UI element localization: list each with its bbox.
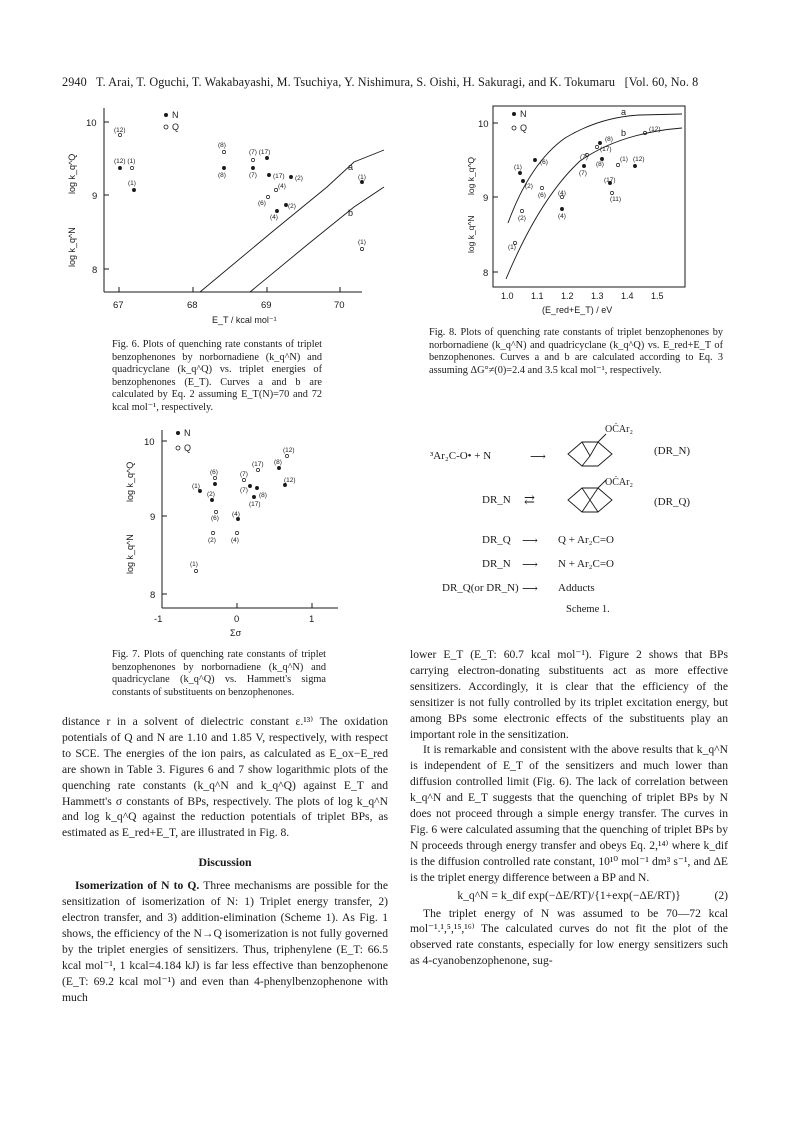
paragraph: lower E_T (E_T: 60.7 kcal mol⁻¹). Figure 2 shows that BPs carrying electron-donating substituents act as more effective sensitizers. Accordingly, it is clear that the efficiency of the sensitizer is not fully controlled by its triplet excitation energy, but among BPs some electronic effects of the substituents play an important role in the sensitization. <box>410 648 728 741</box>
svg-text:(4): (4) <box>231 537 239 544</box>
svg-text:(17): (17) <box>252 461 264 468</box>
svg-text:(12): (12) <box>649 126 661 133</box>
x-tick-label: -1 <box>154 614 163 625</box>
legend-label-q: Q <box>184 443 192 453</box>
y-axis-label-n: log k_q^N <box>67 227 77 267</box>
curve-label-b: b <box>621 128 627 138</box>
x-tick-label: 1.5 <box>651 291 664 301</box>
legend-marker-q <box>176 446 180 450</box>
y-ticks <box>104 122 109 269</box>
x-tick-label: 69 <box>261 300 272 311</box>
figure-6-plot <box>62 102 372 330</box>
paragraph <box>62 878 388 1005</box>
author-list: T. Arai, T. Oguchi, T. Wakabayashi, M. Tsuchiya, Y. Nishimura, S. Oishi, H. Sakuragi, and K. Tokumaru <box>96 75 616 89</box>
scheme-row-2-left: DR_N <box>482 494 511 506</box>
scheme-row-4-left: DR_N <box>482 558 511 570</box>
y-axis-label-q: log k_q^Q <box>125 461 135 502</box>
paragraph-lead: Isomerization of N to Q. <box>75 879 200 893</box>
svg-text:(12): (12) <box>283 447 295 454</box>
svg-text:(12): (12) <box>114 127 126 134</box>
x-tick-label: 1.2 <box>561 291 574 301</box>
left-column-text <box>62 714 388 1005</box>
running-header <box>62 75 742 90</box>
svg-text:(6): (6) <box>210 469 218 476</box>
curve-b <box>506 128 682 279</box>
y-tick-label: 9 <box>483 193 489 204</box>
figure-8-plot <box>466 103 695 315</box>
y-tick-label: 10 <box>478 119 489 130</box>
scheme-1 <box>430 424 720 619</box>
legend-label-n: N <box>184 428 191 438</box>
paragraph: distance r in a solvent of dielectric constant ε.¹³⁾ The oxidation potentials of Q and N are 1.10 and 1.85 V, respectively, with respect to SCE. The energies of the ion pairs, as calculated as E_ox−E_red are shown in Table 3. Figures 6 and 7 show logarithmic plots of the quenching rate constants (k_q^N and k_q^Q) against E_T and Hammett's σ constants of BPs, respectively. The plots of log k_q^N and log k_q^Q against the reduction potentials of triplet BPs, as estimated as E_red+E_T, are illustrated in Fig. 8. <box>62 715 388 840</box>
svg-text:(6): (6) <box>538 192 546 199</box>
svg-text:(2): (2) <box>295 175 303 182</box>
y-ticks <box>162 441 167 594</box>
y-tick-label: 10 <box>144 437 155 448</box>
scheme-row-2-sub: OĊAr₂ <box>605 477 633 488</box>
svg-text:(2): (2) <box>288 203 296 210</box>
y-axis-label-q: log k_q^Q <box>67 153 77 194</box>
svg-text:(2): (2) <box>207 491 215 498</box>
x-tick-label: 70 <box>334 300 345 311</box>
equation-2 <box>410 888 728 904</box>
y-tick-label: 10 <box>86 118 97 129</box>
paragraph: It is remarkable and consistent with the above results that k_q^N is independent of E_T of the sensitizers and much lower than diffusion controlled limit (Fig. 6). The lack of correlation between k_q^N and E_T suggests that the quenching of triplet BPs by N does not proceed through a simple energy transfer. The curves in Fig. 6 were calculated assuming that the quenching of triplet BPs by N proceeds through energy transfer and obeys Eq. 2,¹⁴⁾ where k_dif is the diffusion controlled rate constant, 10¹⁰ mol⁻¹ dm³ s⁻¹, and ΔE is the triplet energy difference between a BP and N. <box>410 743 728 884</box>
y-axis-label-q: log k_q^Q <box>466 156 476 195</box>
svg-text:(8): (8) <box>605 136 613 143</box>
svg-text:(2): (2) <box>518 215 526 222</box>
svg-text:(8): (8) <box>218 142 226 149</box>
figure-7-caption: Fig. 7. Plots of quenching rate constants of triplet benzophenones by norbornadiene (k_q^N) and quadricyclane (k_q^Q) vs. Hammett's sigma constants of substituents on benzophenones. <box>112 649 326 698</box>
scheme-row-2-right: (DR_Q) <box>654 496 691 508</box>
scheme-arrow: ⟶ <box>522 583 538 595</box>
legend-marker-q <box>164 125 168 129</box>
plot-frame <box>493 106 685 287</box>
x-axis-label: E_T / kcal mol⁻¹ <box>212 315 277 325</box>
scheme-row-4-right: N + Ar₂C=O <box>558 558 614 570</box>
svg-text:(7): (7) <box>249 172 257 179</box>
scheme-arrow: ⟶ <box>530 451 546 463</box>
x-axis-label: (E_red+E_T) / eV <box>542 305 613 315</box>
svg-text:(17): (17) <box>604 177 616 184</box>
y-ticks <box>493 123 498 272</box>
scheme-row-1-sub: OĊAr₂ <box>605 424 633 435</box>
svg-text:(1): (1) <box>358 174 366 181</box>
svg-text:(6): (6) <box>540 159 548 166</box>
x-tick-label: 0 <box>234 614 240 625</box>
legend-label-q: Q <box>172 122 180 132</box>
legend-marker-n <box>512 112 516 116</box>
legend-marker-n <box>176 431 180 435</box>
legend-label-n: N <box>172 110 179 120</box>
data-points <box>190 447 296 573</box>
svg-text:(4): (4) <box>278 183 286 190</box>
svg-text:(6): (6) <box>211 515 219 522</box>
svg-text:(8): (8) <box>274 459 282 466</box>
y-tick-label: 9 <box>150 512 156 523</box>
svg-text:(11): (11) <box>610 196 622 203</box>
scheme-arrow: ⟶ <box>522 535 538 547</box>
figure-7-plot <box>120 424 350 644</box>
svg-text:(6): (6) <box>258 200 266 207</box>
x-tick-label: 1 <box>309 614 315 625</box>
legend-marker-q <box>512 126 516 130</box>
svg-text:(2): (2) <box>208 537 216 544</box>
svg-text:(2): (2) <box>525 183 533 190</box>
svg-text:(17): (17) <box>249 501 261 508</box>
curve-a <box>200 150 384 292</box>
scheme-label: Scheme 1. <box>566 604 610 615</box>
y-axis-label-n: log k_q^N <box>125 534 135 574</box>
figure-8-caption: Fig. 8. Plots of quenching rate constants of triplet benzophenones by norbornadiene (k_q^N) and quadricyclane (k_q^Q) vs. E_red+E_T of benzophenones. Curves a and b are calculated according to Eq. 3 assuming ΔG°≠(0)=2.4 and 3.5 kcal mol⁻¹, respectively. <box>429 327 723 376</box>
curve-label-a: a <box>621 107 627 117</box>
svg-text:(4): (4) <box>270 214 278 221</box>
svg-text:(17): (17) <box>273 173 285 180</box>
svg-text:(1): (1) <box>508 244 516 251</box>
data-points <box>508 126 661 251</box>
svg-text:(4): (4) <box>232 511 240 518</box>
svg-text:(4): (4) <box>558 213 566 220</box>
svg-text:(12): (12) <box>633 156 645 163</box>
y-tick-label: 8 <box>92 265 98 276</box>
journal-reference: [Vol. 60, No. 8 <box>624 75 699 89</box>
curve-label-b: b <box>348 208 354 218</box>
scheme-equilibrium-arrow: ⇄ <box>524 492 535 507</box>
svg-text:(12) (1): (12) (1) <box>114 158 136 165</box>
x-tick-label: 1.1 <box>531 291 544 301</box>
legend-label-n: N <box>520 109 527 119</box>
section-heading: Discussion <box>198 855 252 870</box>
equation-number: (2) <box>714 888 728 902</box>
curve-label-a: a <box>348 162 354 172</box>
legend-label-q: Q <box>520 123 528 133</box>
y-tick-label: 8 <box>150 590 156 601</box>
page-number: 2940 <box>62 75 87 89</box>
svg-text:(7): (7) <box>240 487 248 494</box>
svg-text:(7): (7) <box>579 170 587 177</box>
x-ticks <box>119 287 340 292</box>
x-ticks <box>162 603 312 608</box>
scheme-row-1-right: (DR_N) <box>654 445 691 457</box>
scheme-row-1-left: ³Ar₂C-O• + N <box>430 450 492 462</box>
figure-6-caption: Fig. 6. Plots of quenching rate constants of triplet benzophenones by norbornadiene (k_q^N) and quadricyclane (k_q^Q) vs. triplet energies of benzophenones (E_T). Curves a and b are calculated by Eq. 2 assuming E_T(N)=70 and 72 kcal mol⁻¹, respectively. <box>112 339 322 413</box>
scheme-row-3-left: DR_Q <box>482 534 511 546</box>
svg-text:(4): (4) <box>558 190 566 197</box>
svg-text:(1): (1) <box>128 180 136 187</box>
x-tick-label: 68 <box>187 300 198 311</box>
svg-text:(1): (1) <box>192 483 200 490</box>
x-tick-label: 67 <box>113 300 124 311</box>
y-tick-label: 8 <box>483 268 489 279</box>
equation-text: k_q^N = k_dif exp(−ΔE/RT)/{1+exp(−ΔE/RT)} <box>457 888 681 902</box>
paragraph-body: Three mechanisms are possible for the sensitization of isomerization of N: 1) Triplet energy transfer, 2) electron transfer, and 3) addition-elimination (Scheme 1). As Fig. 1 shows, the efficiency of the N→Q isomerization is not fully governed by the triplet energies of sensitizers. Thus, triphenylene (E_T: 66.5 kcal mol⁻¹, 1 kcal=4.184 kJ) is far less effective than benzophenone (E_T: 69.2 kcal mol⁻¹) and even than 4-phenylbenzophenone with much <box>62 879 388 1004</box>
paragraph: The triplet energy of N was assumed to be 70—72 kcal mol⁻¹.¹,⁵,¹⁵,¹⁶⁾ The calculated curves do not fit the plot of the observed rate constants, especially for low energy sensitizers such as 4-cyanobenzophenone, sug- <box>410 906 728 968</box>
x-tick-label: 1.4 <box>621 291 634 301</box>
scheme-row-5-right: Adducts <box>558 582 595 594</box>
right-column-text <box>410 647 728 969</box>
x-tick-label: 1.3 <box>591 291 604 301</box>
scheme-row-5-left: DR_Q(or DR_N) <box>442 582 519 594</box>
svg-text:(1): (1) <box>358 239 366 246</box>
svg-text:(8): (8) <box>596 161 604 168</box>
svg-text:(8): (8) <box>259 492 267 499</box>
svg-text:(12): (12) <box>284 477 296 484</box>
scheme-arrow: ⟶ <box>522 559 538 571</box>
svg-text:(17): (17) <box>600 146 612 153</box>
svg-text:(1): (1) <box>514 164 522 171</box>
svg-text:(1): (1) <box>620 156 628 163</box>
scheme-row-3-right: Q + Ar₂C=O <box>558 534 614 546</box>
x-axis-label: Σσ <box>230 628 242 638</box>
x-tick-label: 1.0 <box>501 291 514 301</box>
data-points <box>114 127 366 251</box>
y-tick-label: 9 <box>92 191 98 202</box>
y-axis-label-n: log k_q^N <box>466 215 476 253</box>
legend-marker-n <box>164 113 168 117</box>
svg-text:(7) (17): (7) (17) <box>249 149 271 156</box>
svg-text:(7): (7) <box>580 154 588 161</box>
svg-text:(1): (1) <box>190 561 198 568</box>
svg-text:(7): (7) <box>240 471 248 478</box>
svg-text:(8): (8) <box>218 172 226 179</box>
